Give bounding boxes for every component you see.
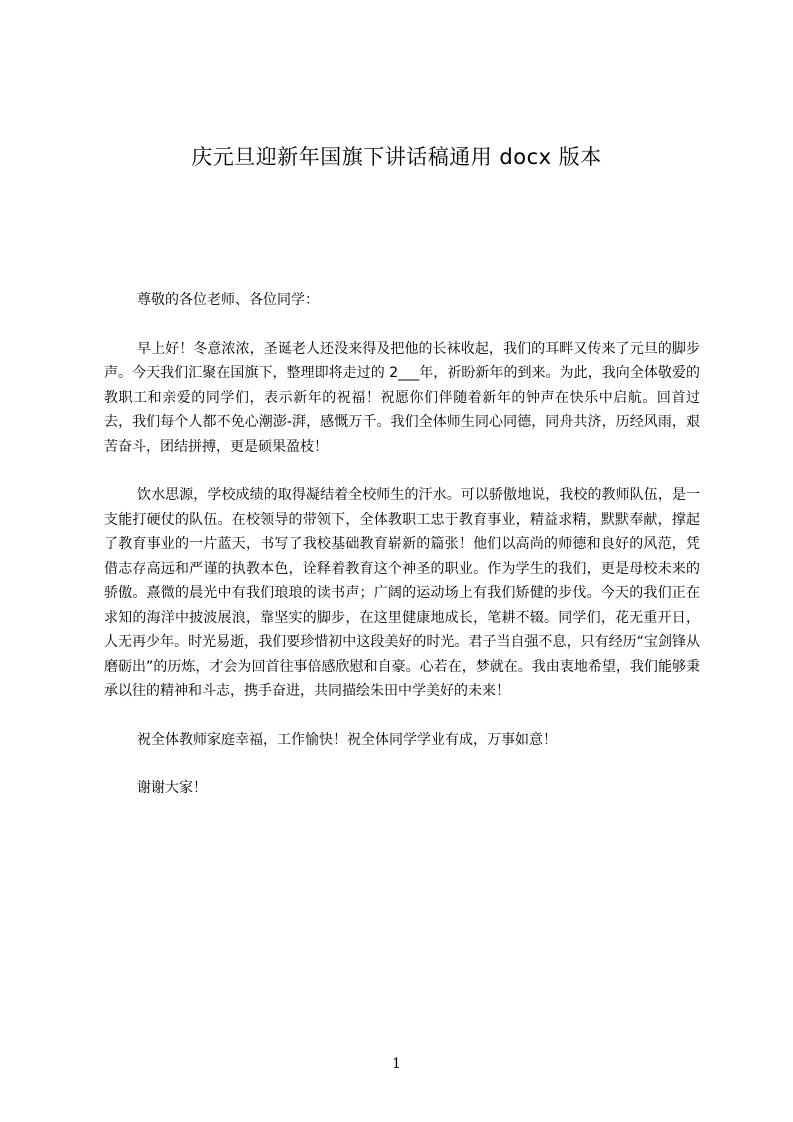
greeting-paragraph: 早上好！冬意浓浓，圣诞老人还没来得及把他的长袜收起，我们的耳畔又传来了元旦的脚步声。今天我们汇聚在国旗下，整理即将走过的 2___年，祈盼新年的到来。为此，我向全体敬爱的教职工和亲爱的同学们，表示新年的祝福！祝愿你们伴随着新年的钟声在快乐中启航。回首过去，我们每个人都不免心潮澎-湃，感慨万千。我们全体师生同心同德，同舟共济，历经风雨，艰苦奋斗，团结拼搏，更是硕果盈枝！ [104,340,700,455]
page-number: 1 [392,1056,401,1072]
document-body [104,288,700,801]
closing-paragraph: 谢谢大家！ [137,780,207,796]
reflection-paragraph: 饮水思源，学校成绩的取得凝结着全校师生的汗水。可以骄傲地说，我校的教师队伍，是一支能打硬仗的队伍。在校领导的带领下，全体教职工忠于教育事业，精益求精，默默奉献，撑起了教育事业的一片蓝天，书写了我校基础教育崭新的篇张！他们以高尚的师德和良好的风范，凭借志存高远和严谨的执教本色，诠释着教育这个神圣的职业。作为学生的我们，更是母校未来的骄傲。熹微的晨光中有我们琅琅的读书声；广阔的运动场上有我们矫健的步伐。今天的我们正在求知的海洋中披波展浪，靠坚实的脚步，在这里健康地成长，笔耕不辍。同学们，花无重开日，人无再少年。时光易逝，我们要珍惜初中这段美好的时光。君子当自强不息，只有经历“宝剑锋从磨砺出”的历炼，才会为回首往事倍感欣慰和自豪。心若在，梦就在。我由衷地希望，我们能够秉承以往的精神和斗志，携手奋进，共同描绘朱田中学美好的未来！ [104,487,700,699]
salutation-paragraph: 尊敬的各位老师、各位同学： [137,292,319,308]
wishes-paragraph: 祝全体教师家庭幸福，工作愉快！祝全体同学学业有成，万事如意！ [137,731,557,748]
document-title: 庆元旦迎新年国旗下讲话稿通用 docx 版本 [191,145,602,169]
